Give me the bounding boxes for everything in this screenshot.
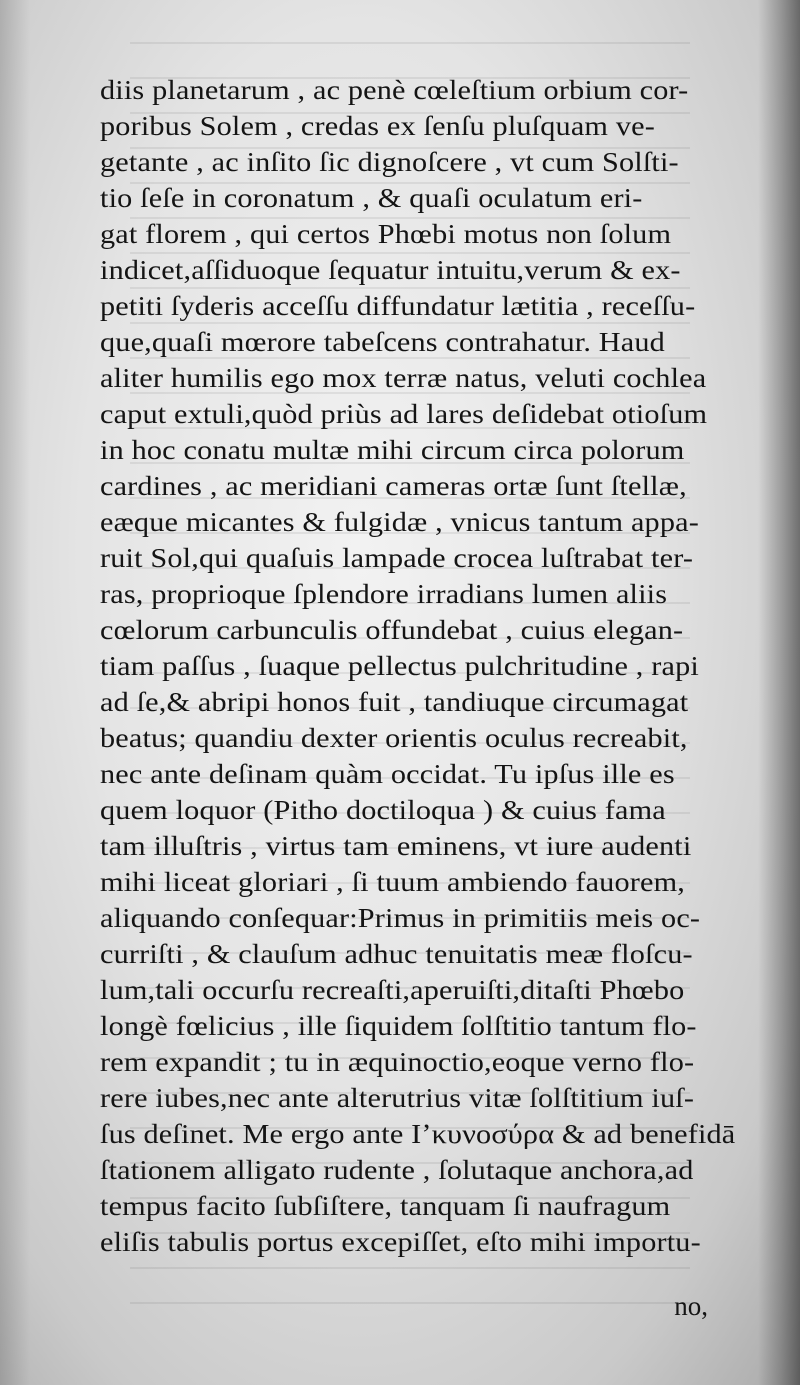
text-line: diis planetarum , ac penè cœleſtium orbium cor-	[100, 75, 689, 105]
text-line: eliſis tabulis portus excepiſſet, eſto mihi importu-	[100, 1227, 701, 1257]
text-line: tiam paſſus , ſuaque pellectus pulchritudine , rapi	[100, 651, 699, 681]
text-line: lum,tali occurſu recreaſti,aperuiſti,ditaſti Phœbo	[100, 975, 685, 1005]
text-line: rere iubes,nec ante alterutrius vitæ ſolſtitium iuſ-	[100, 1083, 695, 1113]
text-line: que,quaſi mœrore tabeſcens contrahatur. Haud	[100, 327, 665, 357]
text-line: eæque micantes & fulgidæ , vnicus tantum appa-	[100, 507, 699, 537]
text-line: ruit Sol,qui quaſuis lampade crocea luſtrabat ter-	[100, 543, 694, 573]
text-line: in hoc conatu multæ mihi circum circa polorum	[100, 435, 685, 465]
text-line: aliquando conſequar:Primus in primitiis meis oc-	[100, 903, 701, 933]
text-line: indicet,aſſiduoque ſequatur intuitu,verum & ex-	[100, 255, 681, 285]
text-line: rem expandit ; tu in æquinoctio,eoque verno flo-	[100, 1047, 695, 1077]
page-gutter-shadow	[0, 0, 30, 1385]
text-line: ſus deſinet. Me ergo ante Iʼκυνοσύρα & ad benefidā	[100, 1119, 736, 1149]
text-line: cœlorum carbunculis offundebat , cuius elegan-	[100, 615, 684, 645]
text-line: gat florem , qui certos Phœbi motus non ſolum	[100, 219, 672, 249]
text-line: tam illuſtris , virtus tam eminens, vt iure audenti	[100, 831, 692, 861]
text-line: poribus Solem , credas ex ſenſu pluſquam ve-	[100, 111, 655, 141]
text-line: tempus facito ſubſiſtere, tanquam ſi naufragum	[100, 1191, 671, 1221]
text-line: tio ſeſe in coronatum , & quaſi oculatum eri-	[100, 183, 643, 213]
text-line: beatus; quandiu dexter orientis oculus recreabit,	[100, 723, 688, 753]
catchword: no,	[674, 1291, 708, 1321]
text-line: ras, proprioque ſplendore irradians lumen aliis	[100, 579, 668, 609]
text-line: aliter humilis ego mox terræ natus, veluti cochlea	[100, 363, 707, 393]
body-text	[100, 72, 740, 1260]
text-line: nec ante deſinam quàm occidat. Tu ipſus ille es	[100, 759, 675, 789]
text-line: quem loquor (Pitho doctiloqua ) & cuius fama	[100, 795, 666, 825]
text-line: longè fœlicius , ille ſiquidem ſolſtitio tantum flo-	[100, 1011, 697, 1041]
text-line: cardines , ac meridiani cameras ortæ ſunt ſtellæ,	[100, 471, 687, 501]
text-line: ad ſe,& abripi honos fuit , tandiuque circumagat	[100, 687, 689, 717]
text-line: curriſti , & clauſum adhuc tenuitatis meæ floſcu-	[100, 939, 693, 969]
text-line: caput extuli,quòd priùs ad lares deſidebat otioſum	[100, 399, 708, 429]
text-line: getante , ac inſito ſic dignoſcere , vt cum Solſti-	[100, 147, 679, 177]
text-line: petiti ſyderis acceſſu diffundatur lætitia , receſſu-	[100, 291, 696, 321]
text-line: ſtationem alligato rudente , ſolutaque anchora,ad	[100, 1155, 694, 1185]
text-line: mihi liceat gloriari , ſi tuum ambiendo fauorem,	[100, 867, 685, 897]
